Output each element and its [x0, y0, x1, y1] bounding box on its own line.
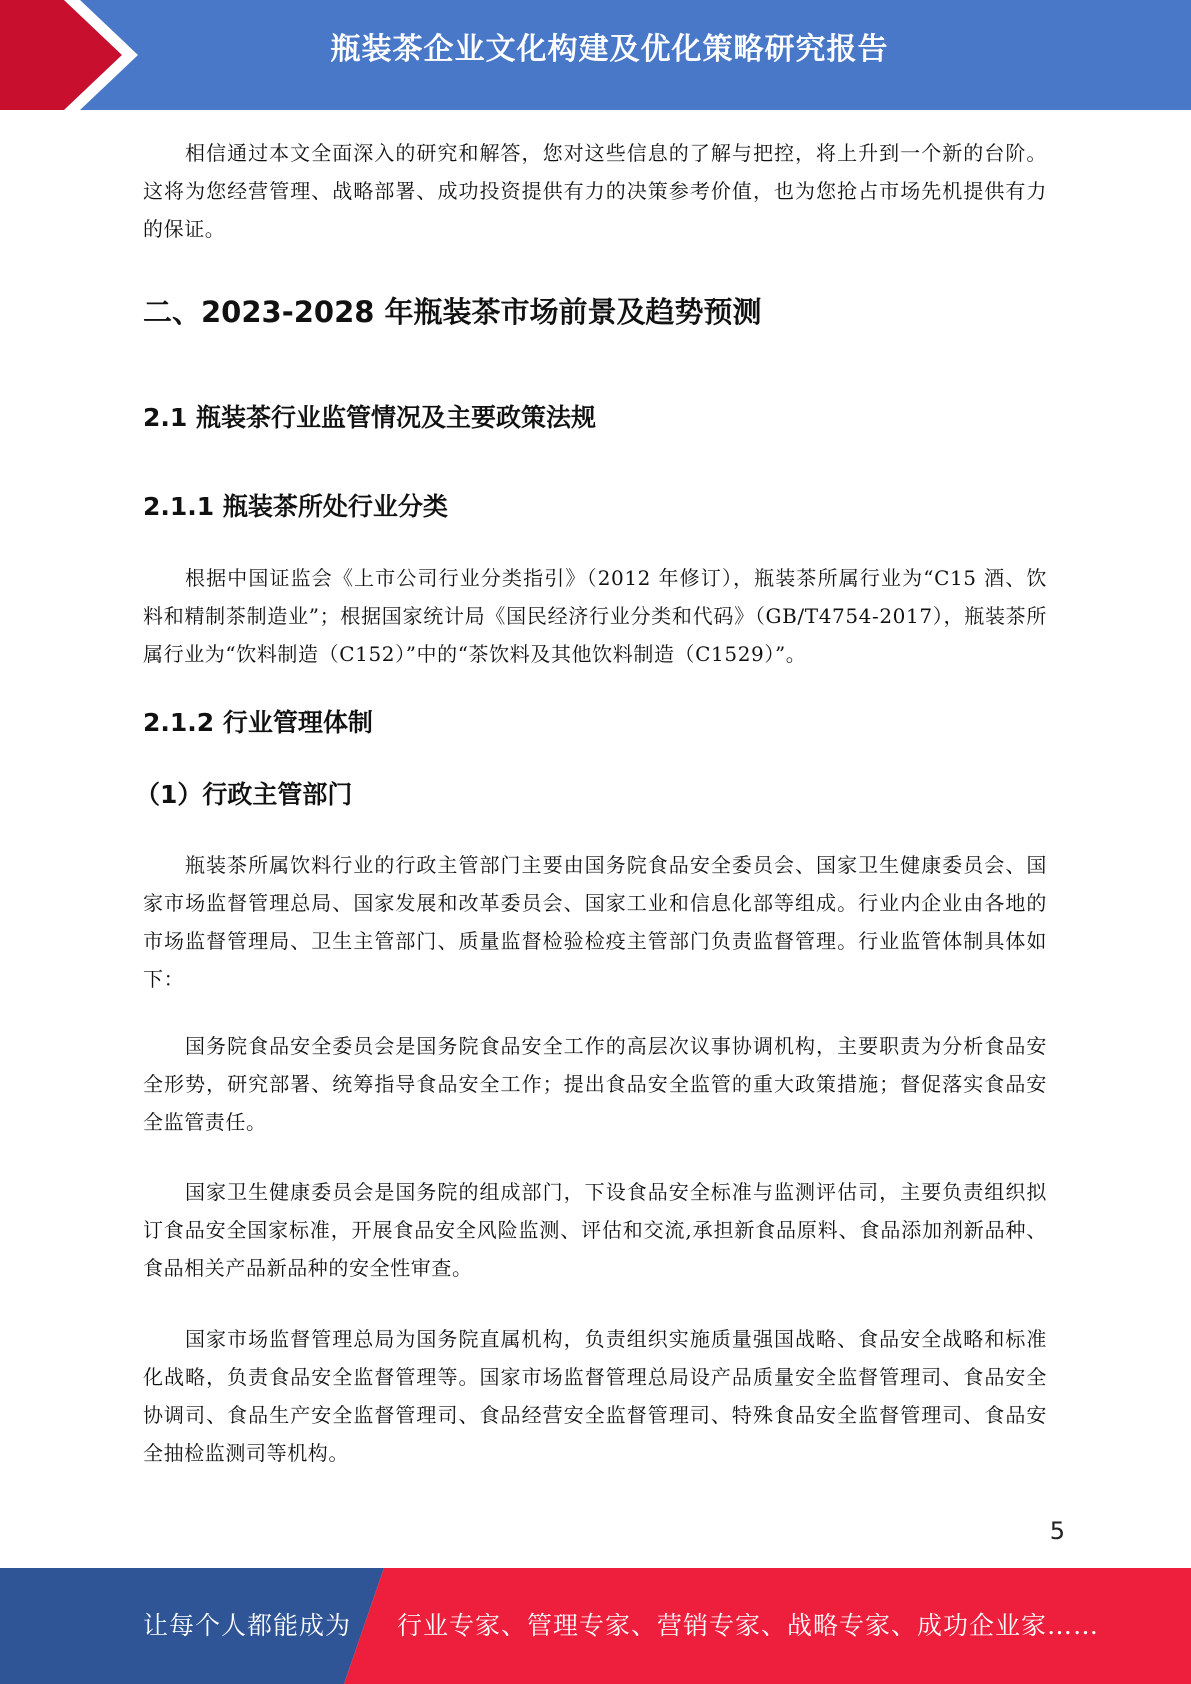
- admin-department-heading: （1）行政主管部门: [135, 780, 353, 809]
- intro-paragraph: 相信通过本文全面深入的研究和解答，您对这些信息的了解与把控，将上升到一个新的台阶。这将为您经营管理、战略部署、成功投资提供有力的决策参考价值，也为您抢占市场先机提供有力的保证。: [143, 141, 1047, 241]
- report-title: 瓶装茶企业文化构建及优化策略研究报告: [330, 32, 889, 67]
- admin-paragraph: 瓶装茶所属饮料行业的行政主管部门主要由国务院食品安全委员会、国家卫生健康委员会、国家市场监督管理总局、国家发展和改革委员会、国家工业和信息化部等组成。行业内企业由各地的市场监督管理局、卫生主管部门、质量监督检验检疫主管部门负责监督管理。行业监管体制具体如下：: [143, 853, 1047, 991]
- management-system-heading: 2.1.2 行业管理体制: [143, 708, 373, 737]
- footer-slogan-right: 行业专家、管理专家、营销专家、战略专家、成功企业家……: [397, 1611, 1100, 1640]
- footer-slogan-left: 让每个人都能成为: [143, 1611, 352, 1640]
- section-heading: 二、2023-2028 年瓶装茶市场前景及趋势预测: [143, 295, 762, 329]
- subsection-heading: 2.1 瓶装茶行业监管情况及主要政策法规: [143, 403, 596, 432]
- classification-heading: 2.1.1 瓶装茶所处行业分类: [143, 492, 448, 521]
- footer-band: [0, 1568, 1191, 1684]
- page-number: 5: [1049, 1517, 1065, 1545]
- classification-paragraph: 根据中国证监会《上市公司行业分类指引》（2012 年修订），瓶装茶所属行业为“C15 酒、饮料和精制茶制造业”；根据国家统计局《国民经济行业分类和代码》（GB/T4754-2017），瓶装茶所属行业为“饮料制造（C152）”中的“茶饮料及其他饮料制造（C1529）”。: [143, 566, 1047, 666]
- food-safety-committee-paragraph: 国务院食品安全委员会是国务院食品安全工作的高层次议事协调机构，主要职责为分析食品安全形势，研究部署、统筹指导食品安全工作；提出食品安全监管的重大政策措施；督促落实食品安全监管责任。: [143, 1034, 1047, 1134]
- header-band: [0, 0, 1191, 110]
- market-regulation-paragraph: 国家市场监督管理总局为国务院直属机构，负责组织实施质量强国战略、食品安全战略和标准化战略，负责食品安全监督管理等。国家市场监督管理总局设产品质量安全监督管理司、食品安全协调司、食品生产安全监督管理司、食品经营安全监督管理司、特殊食品安全监督管理司、食品安全抽检监测司等机构。: [143, 1327, 1047, 1465]
- health-commission-paragraph: 国家卫生健康委员会是国务院的组成部门，下设食品安全标准与监测评估司，主要负责组织拟订食品安全国家标准，开展食品安全风险监测、评估和交流,承担新食品原料、食品添加剂新品种、食品相关产品新品种的安全性审查。: [143, 1180, 1047, 1280]
